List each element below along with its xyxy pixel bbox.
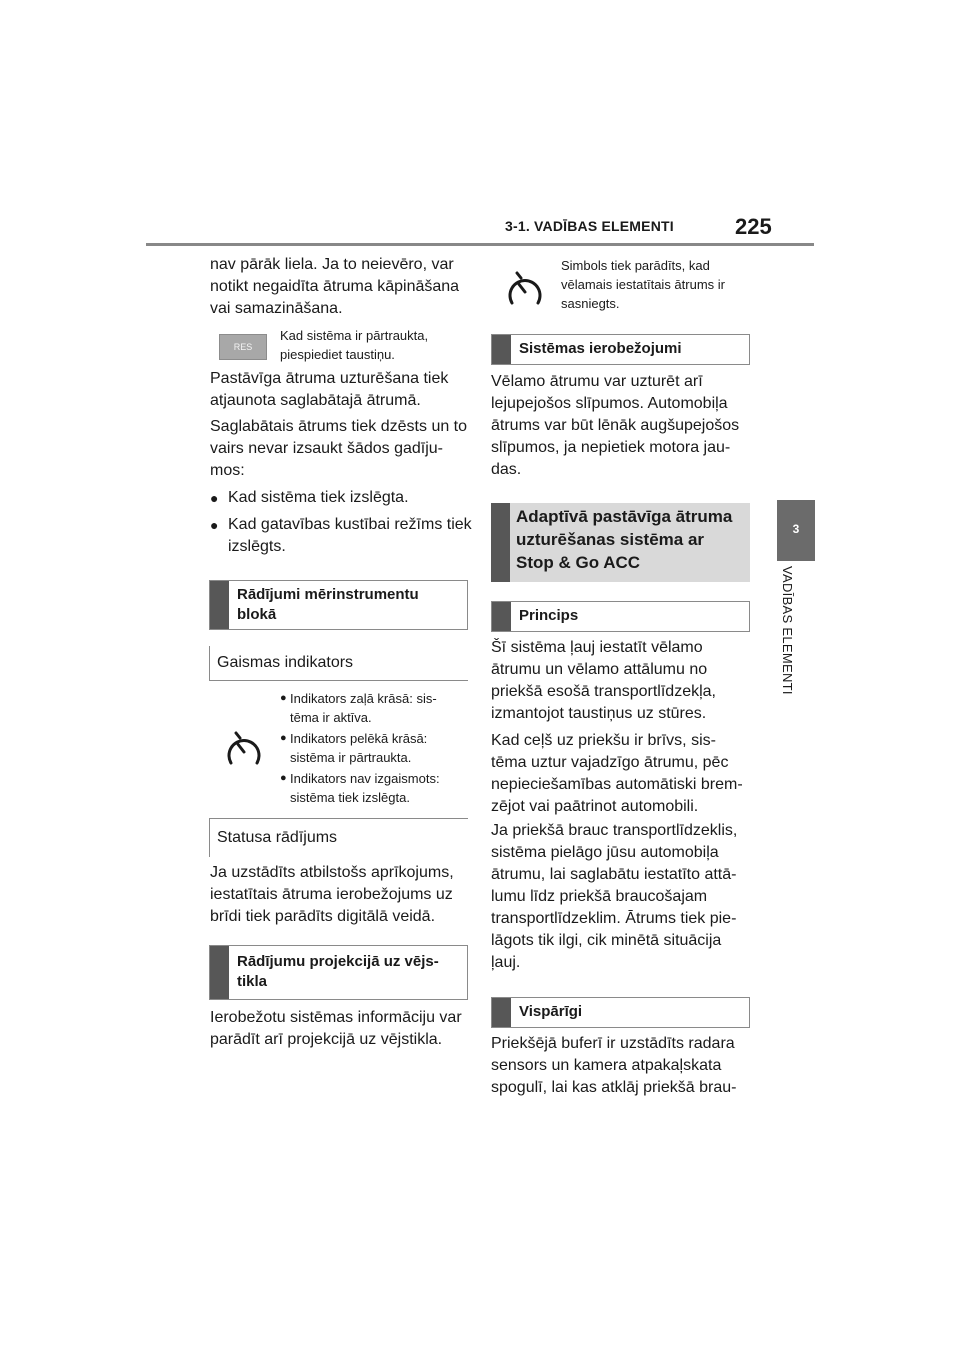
chapter-tab-label: VADĪBAS ELEMENTI (780, 566, 795, 695)
header-rule (146, 243, 814, 246)
hud-paragraph: Ierobežotu sistēmas informāciju var parādīt arī projekcijā uz vējstikla. (210, 1009, 462, 1048)
list-item-text: Indikators pelēkā krāsā: sistēma ir pārtraukta. (290, 731, 428, 765)
symbol-description: Simbols tiek parādīts, kad vēlamais iestatītais ātrums ir sasniegts. (561, 258, 725, 311)
heading-instrument-cluster (209, 580, 468, 630)
speed-reached-icon (507, 270, 543, 313)
chapter-tab-label-wrap (780, 566, 814, 726)
status-row (209, 819, 468, 857)
list-item (210, 487, 472, 509)
heading-bar (492, 998, 511, 1027)
heading-bar (210, 946, 229, 999)
principle-paragraph-2: Kad ceļš uz priekšu ir brīvs, sis- tēma uztur vajadzīgo ātrumu, pēc nepieciešamības automātiski brem- zējot vai paātrinot automobili. (491, 732, 743, 815)
heading-bar (210, 581, 229, 629)
res-button: RES (219, 334, 267, 360)
bullet-mark: ● (280, 732, 287, 744)
resume-paragraph: Pastāvīga ātruma uzturēšana tiek atjaunota saglabātajā ātrumā. (210, 370, 449, 409)
heading-text: Adaptīvā pastāvīga ātruma uzturēšanas sistēma ar Stop & Go ACC (516, 507, 733, 572)
speedometer-icon (226, 730, 262, 773)
list-item (280, 769, 465, 807)
heading-bar (491, 503, 510, 582)
heading-text: Sistēmas ierobežojumi (519, 340, 682, 357)
principle-paragraph-1: Šī sistēma ļauj iestatīt vēlamo ātrumu un vēlamo attālumu no priekšā esošā transportlīdzekļa, izmantojot taustiņus uz stūres. (491, 639, 716, 722)
indicator-row-title (209, 646, 468, 680)
heading-general (491, 997, 750, 1028)
row-divider (209, 680, 468, 681)
bullet-mark: ● (210, 517, 219, 533)
limits-paragraph: Vēlamo ātrumu var uzturēt arī lejupejošos slīpumos. Automobiļa ātrums var būt lēnāk augšupejošos slīpumos, ja nepietiek motora jau- das. (491, 373, 740, 478)
heading-system-limits (491, 334, 750, 365)
bullet-mark: ● (210, 490, 219, 506)
heading-principle (491, 601, 750, 632)
list-item (280, 729, 465, 767)
list-item-text: Indikators nav izgaismots: sistēma tiek izslēgta. (290, 771, 440, 805)
list-item (280, 689, 465, 727)
principle-paragraph-3: Ja priekšā brauc transportlīdzeklis, sistēma pielāgo jūsu automobiļa ātrumu, lai saglabātu iestatīto attā- lumu līdz priekšā braucošajam transportlīdzeklim. Ātrums tiek pie- lāgots tik ilgi, cik minētā situācija ļauj. (491, 822, 738, 971)
chapter-tab-number: 3 (792, 522, 800, 536)
heading-text: Rādījumi mērinstrumentu blokā (237, 586, 419, 623)
list-item-text: Indikators zaļā krāsā: sis- tēma ir aktīva. (290, 691, 437, 725)
chapter-tab-rule (777, 558, 815, 561)
heading-text: Vispārīgi (519, 1003, 583, 1020)
chapter-tab (777, 500, 815, 558)
stored-speed-paragraph: Saglabātais ātrums tiek dzēsts un to vairs nevar izsaukt šādos gadīju- mos: (210, 418, 468, 479)
heading-text: Princips (519, 607, 579, 624)
list-item-text: Kad sistēma tiek izslēgta. (228, 489, 409, 506)
general-paragraph: Priekšējā buferī ir uzstādīts radara sensors un kamera atpakaļskata spogulī, lai kas atklāj priekšā brau- (491, 1035, 737, 1096)
heading-head-up-display (209, 945, 468, 1000)
intro-paragraph: nav pārāk liela. Ja to neievēro, var notikt negaidīta ātruma kāpināšana vai samazināšana. (210, 256, 460, 317)
indicator-title: Gaismas indikators (217, 654, 354, 671)
conditions-list (210, 487, 472, 558)
heading-acc (491, 503, 750, 582)
bullet-mark: ● (280, 692, 287, 704)
list-item-text: Kad gatavības kustībai režīms tiek izslēgts. (228, 516, 472, 555)
heading-bar (492, 335, 511, 364)
status-paragraph: Ja uzstādīts atbilstošs aprīkojums, iestatītais ātruma ierobežojums uz brīdi tiek parādīts digitālā veidā. (210, 864, 454, 925)
res-description: Kad sistēma ir pārtraukta, piespiediet taustiņu. (280, 328, 429, 362)
heading-text: Rādījumu projekcijā uz vējs- tikla (237, 953, 439, 990)
bullet-mark: ● (280, 772, 287, 784)
list-item (210, 514, 472, 558)
status-title: Statusa rādījums (217, 829, 338, 846)
res-button-icon (219, 334, 267, 360)
section-title: 3-1. VADĪBAS ELEMENTI (505, 218, 674, 234)
indicator-states-list (280, 689, 465, 807)
page-number: 225 (735, 214, 772, 239)
heading-bar (492, 602, 511, 631)
